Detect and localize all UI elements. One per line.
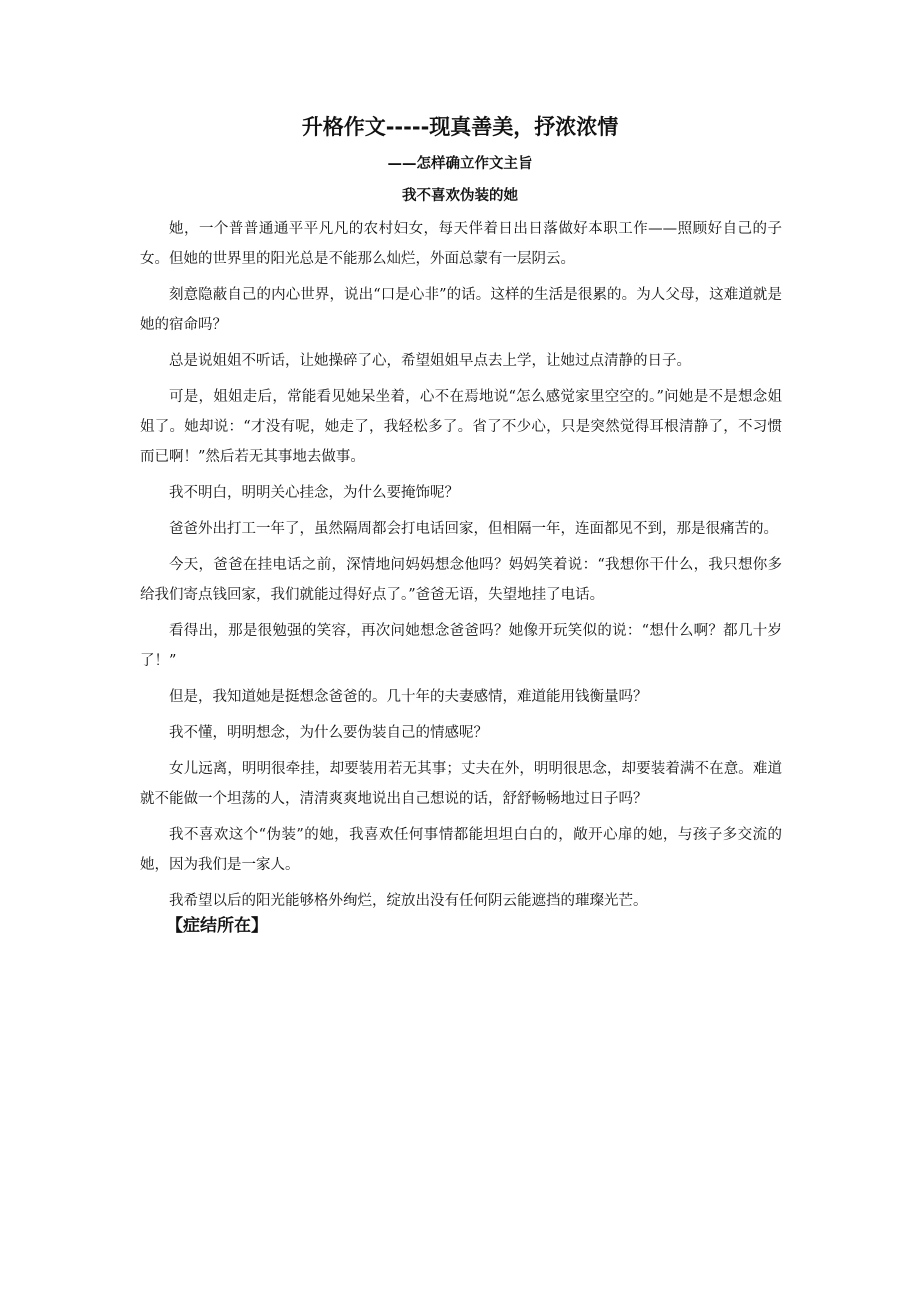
paragraph: 我希望以后的阳光能够格外绚烂，绽放出没有任何阴云能遮挡的璀璨光芒。: [169, 893, 648, 909]
paragraph: 刻意隐蔽自己的内心世界，说出“口是心非”的话。这样的生活是很累的。为人父母，这难道就是她的宿命吗？: [140, 287, 782, 333]
paragraph: 我不懂，明明想念，为什么要伪装自己的情感呢？: [169, 725, 488, 741]
paragraph: 但是，我知道她是挺想念爸爸的。几十年的夫妻感情，难道能用钱衡量吗？: [169, 689, 648, 705]
paragraph: 我不喜欢这个“伪装”的她，我喜欢任何事情都能坦坦白白的，敞开心扉的她，与孩子多交流的她，因为我们是一家人。: [140, 827, 782, 873]
paragraph: 爸爸外出打工一年了，虽然隔周都会打电话回家，但相隔一年，连面都见不到，那是很痛苦的。: [169, 521, 778, 537]
document-subtitle: ——怎样确立作文主旨: [387, 156, 533, 172]
section-heading: 【症结所在】: [166, 916, 268, 936]
paragraph: 今天，爸爸在挂电话之前，深情地问妈妈想念他吗？妈妈笑着说：“我想你干什么，我只想你多给我们寄点钱回家，我们就能过得好点了。”爸爸无语，失望地挂了电话。: [140, 557, 782, 603]
essay-body: [140, 214, 782, 922]
paragraph: 女儿远离，明明很牵挂，却要装用若无其事；丈夫在外，明明很思念，却要装着满不在意。难道就不能做一个坦荡的人，清清爽爽地说出自己想说的话，舒舒畅畅地过日子吗？: [140, 761, 782, 807]
essay-title: 我不喜欢伪装的她: [402, 188, 518, 204]
paragraph: 她，一个普普通通平平凡凡的农村妇女，每天伴着日出日落做好本职工作——照顾好自己的子女。但她的世界里的阳光总是不能那么灿烂，外面总蒙有一层阴云。: [140, 221, 782, 267]
paragraph: 可是，姐姐走后，常能看见她呆坐着，心不在焉地说“怎么感觉家里空空的。”问她是不是想念姐姐了。她却说：“才没有呢，她走了，我轻松多了。省了不少心，只是突然觉得耳根清静了，不习惯而已啊！”然后若无其事地去做事。: [140, 389, 782, 465]
document-title: 升格作文-----现真善美，抒浓浓情: [301, 115, 619, 139]
paragraph: 我不明白，明明关心挂念，为什么要掩饰呢？: [169, 485, 459, 501]
paragraph: 看得出，那是很勉强的笑容，再次问她想念爸爸吗？她像开玩笑似的说：“想什么啊？都几十岁了！”: [140, 623, 782, 669]
paragraph: 总是说姐姐不听话，让她操碎了心，希望姐姐早点去上学，让她过点清静的日子。: [169, 353, 691, 369]
